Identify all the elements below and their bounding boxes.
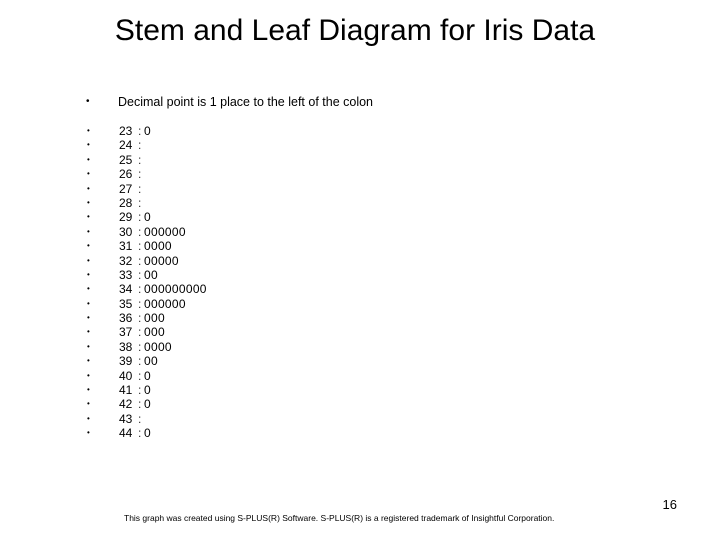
- bullet-dot-icon: •: [87, 428, 90, 438]
- stem-separator: :: [138, 195, 142, 210]
- stem-value: 44: [119, 426, 133, 441]
- stem-value: 36: [119, 311, 133, 326]
- stem-separator: :: [138, 124, 142, 138]
- page-number: 16: [662, 497, 677, 512]
- stem-value: 24: [119, 138, 133, 153]
- leaf-values: 00000: [144, 253, 179, 268]
- stem-separator: :: [138, 325, 142, 340]
- leaf-values: 000000: [144, 296, 186, 311]
- stem-separator: :: [138, 397, 142, 412]
- stem-separator: :: [138, 253, 142, 268]
- bullet-dot-icon: •: [87, 370, 90, 380]
- slide-title: Stem and Leaf Diagram for Iris Data: [114, 14, 596, 47]
- stem-separator: :: [138, 311, 142, 326]
- bullet-dot-icon: •: [87, 313, 90, 323]
- stem-separator: :: [138, 383, 142, 398]
- bullet-dot-icon: •: [87, 126, 90, 135]
- stem-value: 42: [119, 397, 133, 412]
- bullet-dot-icon: •: [87, 241, 90, 251]
- stem-value: 26: [119, 167, 133, 182]
- leaf-values: 000: [144, 311, 165, 326]
- leaf-values: 0: [144, 426, 151, 441]
- stem-value: 38: [119, 339, 133, 354]
- stem-value: 29: [119, 210, 133, 225]
- stem-separator: :: [138, 426, 142, 441]
- bullet-dot-icon: •: [87, 399, 90, 409]
- stem-separator: :: [138, 167, 142, 182]
- stem-value: 23: [119, 124, 133, 138]
- stem-value: 43: [119, 411, 133, 426]
- stem-separator: :: [138, 181, 142, 196]
- stem-value: 41: [119, 383, 133, 398]
- bullet-dot-icon: •: [87, 226, 90, 236]
- stem-separator: :: [138, 411, 142, 426]
- stem-separator: :: [138, 152, 142, 167]
- stem-separator: :: [138, 296, 142, 311]
- leaf-values: 00: [144, 267, 158, 282]
- stem-value: 27: [119, 181, 133, 196]
- bullet-dot-icon: •: [87, 140, 90, 150]
- bullet-dot-icon: •: [87, 269, 90, 279]
- leaf-values: 0: [144, 383, 151, 398]
- bullet-dot-icon: •: [87, 298, 90, 308]
- leaf-values: 000000000: [144, 282, 207, 297]
- footer-note: This graph was created using S-PLUS(R) Software. S-PLUS(R) is a registered trademark of Insightful Corporation.: [124, 513, 555, 523]
- bullet-dot-icon: •: [87, 197, 90, 207]
- stem-value: 37: [119, 325, 133, 340]
- bullet-dot-icon: •: [86, 96, 90, 107]
- leaf-values: 00: [144, 354, 158, 369]
- stem-separator: :: [138, 138, 142, 153]
- stem-separator: :: [138, 267, 142, 282]
- bullet-dot-icon: •: [87, 341, 90, 351]
- bullet-dot-icon: •: [87, 183, 90, 193]
- leaf-values: 000000: [144, 224, 186, 239]
- decimal-note: Decimal point is 1 place to the left of the colon: [118, 95, 374, 109]
- bullet-dot-icon: •: [87, 413, 90, 423]
- stem-separator: :: [138, 239, 142, 254]
- stem-separator: :: [138, 224, 142, 239]
- stem-value: 32: [119, 253, 133, 268]
- stem-separator: :: [138, 282, 142, 297]
- leaf-values: 000: [144, 325, 165, 340]
- stem-value: 33: [119, 267, 133, 282]
- stem-value: 28: [119, 195, 133, 210]
- bullet-dot-icon: •: [87, 327, 90, 337]
- stem-separator: :: [138, 339, 142, 354]
- leaf-values: 0: [144, 124, 151, 138]
- bullet-dot-icon: •: [87, 154, 90, 164]
- stem-value: 31: [119, 239, 133, 254]
- stem-value: 39: [119, 354, 133, 369]
- stem-value: 25: [119, 152, 133, 167]
- stem-separator: :: [138, 368, 142, 383]
- stem-value: 30: [119, 224, 133, 239]
- bullet-dot-icon: •: [87, 169, 90, 179]
- stem-separator: :: [138, 354, 142, 369]
- stem-value: 35: [119, 296, 133, 311]
- leaf-values: 0000: [144, 339, 172, 354]
- leaf-values: 0000: [144, 239, 172, 254]
- bullet-dot-icon: •: [87, 255, 90, 265]
- leaf-values: 0: [144, 397, 151, 412]
- leaf-values: 0: [144, 210, 151, 225]
- leaf-values: 0: [144, 368, 151, 383]
- bullet-dot-icon: •: [87, 212, 90, 222]
- bullet-dot-icon: •: [87, 284, 90, 294]
- stem-value: 34: [119, 282, 133, 297]
- bullet-dot-icon: •: [87, 385, 90, 395]
- stem-value: 40: [119, 368, 133, 383]
- bullet-dot-icon: •: [87, 356, 90, 366]
- stem-separator: :: [138, 210, 142, 225]
